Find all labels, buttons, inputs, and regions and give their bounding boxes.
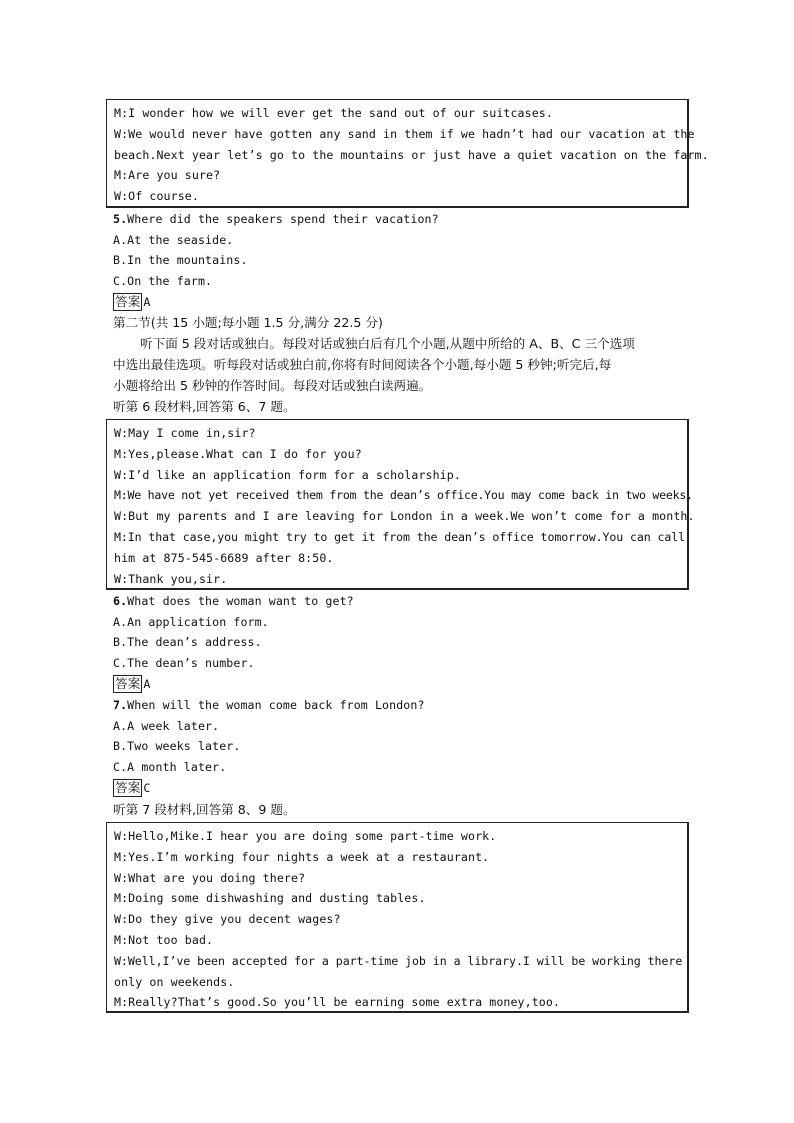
transcript-box-1 — [106, 99, 709, 208]
transcript-line: him at 875-545-6689 after 8:50. — [114, 550, 334, 565]
section-2-instructions — [113, 312, 688, 417]
transcript-line: W:Of course. — [114, 189, 199, 204]
section-title: 第二节(共 15 小题;每小题 1.5 分,满分 22.5 分) — [113, 315, 383, 330]
transcript-line: W:What are you doing there? — [114, 870, 306, 885]
transcript-line: W:May I come in,sir? — [114, 426, 256, 440]
question-stem — [113, 695, 693, 716]
transcript-line: M:Yes,please.What can I do for you? — [114, 446, 362, 461]
answer-value: A — [143, 294, 151, 309]
transcript-line: M:Doing some dishwashing and dusting tables. — [114, 891, 426, 906]
question-6 — [113, 591, 693, 694]
question-5 — [113, 209, 693, 312]
question-number: 6. — [113, 594, 128, 608]
transcript-line: M:In that case,you might try to get it from the dean’s office tomorrow.You can call — [114, 529, 686, 544]
answer-label: 答案 — [115, 294, 141, 310]
transcript-line: only on weekends. — [114, 974, 235, 989]
answer-label: 答案 — [115, 676, 141, 692]
answer-row — [113, 292, 693, 313]
option-c: C.The dean’s number. — [113, 656, 255, 671]
option-a: A.An application form. — [113, 614, 269, 629]
option-b: B.Two weeks later. — [113, 739, 241, 754]
question-text: When will the woman come back from London? — [127, 698, 425, 712]
option-a: A.At the seaside. — [113, 232, 234, 247]
material-7-heading-block — [113, 799, 688, 820]
option-b: B.In the mountains. — [113, 253, 248, 268]
material-heading: 听第 6 段材料,回答第 6、7 题。 — [113, 399, 296, 414]
transcript-line: M:We have not yet received them from the dean’s office.You may come back in two weeks. — [114, 488, 693, 503]
question-number: 5. — [113, 212, 128, 226]
question-text: Where did the speakers spend their vacation? — [127, 212, 439, 226]
question-number: 7. — [113, 698, 128, 712]
transcript-box-2 — [106, 419, 695, 590]
answer-row — [113, 674, 693, 695]
transcript-line: M:Yes.I’m working four nights a week at a restaurant. — [114, 849, 490, 864]
answer-row — [113, 778, 693, 799]
transcript-line: W:I’d like an application form for a scholarship. — [114, 467, 461, 482]
instruction-line: 听下面 5 段对话或独白。每段对话或独白后有几个小题,从题中所给的 A、B、C 三个选项 — [140, 336, 635, 351]
transcript-line: W:Do they give you decent wages? — [114, 912, 341, 927]
question-7 — [113, 695, 693, 798]
instruction-line: 中选出最佳选项。听每段对话或独白前,你将有时间阅读各个小题,每小题 5 秒钟;听完后,每 — [113, 357, 612, 372]
transcript-line: W:We would never have gotten any sand in them if we hadn’t had our vacation at the — [114, 126, 695, 141]
option-b: B.The dean’s address. — [113, 635, 262, 650]
question-stem — [113, 209, 693, 230]
transcript-box-3 — [106, 822, 689, 1013]
answer-value: A — [143, 676, 151, 691]
transcript-line: M:I wonder how we will ever get the sand out of our suitcases. — [114, 106, 553, 120]
transcript-line: beach.Next year let’s go to the mountains or just have a quiet vacation on the farm. — [114, 147, 709, 162]
question-text: What does the woman want to get? — [127, 594, 354, 608]
material-heading: 听第 7 段材料,回答第 8、9 题。 — [113, 802, 296, 817]
option-a: A.A week later. — [113, 718, 220, 733]
answer-label: 答案 — [115, 780, 141, 796]
question-stem — [113, 591, 693, 612]
transcript-line: W:But my parents and I are leaving for London in a week.We won’t come for a month. — [114, 509, 695, 524]
instruction-line: 小题将给出 5 秒钟的作答时间。每段对话或独白读两遍。 — [113, 378, 432, 393]
transcript-line: W:Well,I’ve been accepted for a part-time job in a library.I will be working there — [114, 953, 683, 968]
option-c: C.A month later. — [113, 760, 227, 775]
transcript-line: W:Thank you,sir. — [114, 571, 228, 586]
transcript-line: M:Really?That’s good.So you’ll be earning some extra money,too. — [114, 995, 561, 1010]
transcript-line: M:Are you sure? — [114, 168, 221, 183]
transcript-line: W:Hello,Mike.I hear you are doing some part-time work. — [114, 829, 497, 843]
answer-value: C — [143, 780, 151, 795]
option-c: C.On the farm. — [113, 274, 213, 289]
transcript-line: M:Not too bad. — [114, 932, 214, 947]
